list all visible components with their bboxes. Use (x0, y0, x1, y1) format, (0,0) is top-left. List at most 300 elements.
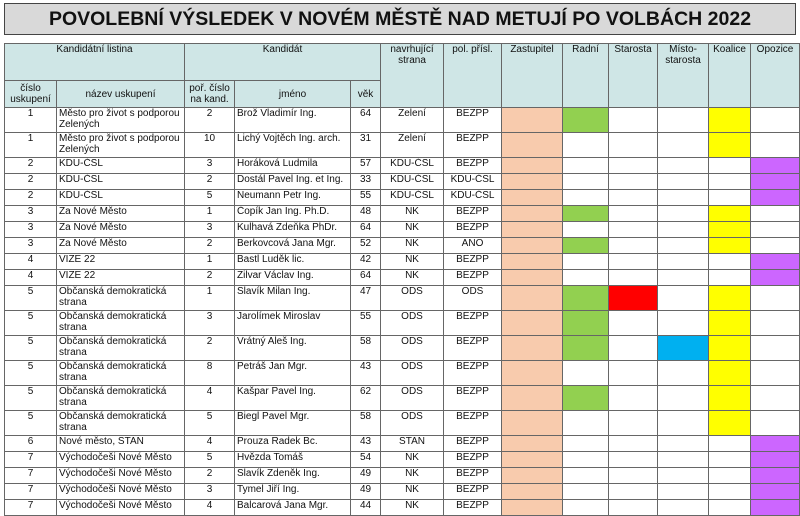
cell-cislo-uskupeni: 7 (5, 452, 57, 468)
cell-opozice (751, 133, 800, 158)
cell-radni (563, 452, 609, 468)
cell-starosta (609, 311, 658, 336)
cell-koalice (709, 174, 751, 190)
cell-nazev-uskupeni: Občanská demokratická strana (57, 411, 185, 436)
cell-mistostarosta (658, 254, 709, 270)
cell-mistostarosta (658, 270, 709, 286)
cell-zastupitel-marked (502, 336, 563, 361)
cell-pol-prisl: BEZPP (444, 452, 502, 468)
cell-zastupitel-marked (502, 270, 563, 286)
cell-navrhujici-strana: Zelení (381, 108, 444, 133)
cell-pol-prisl: BEZPP (444, 468, 502, 484)
cell-nazev-uskupeni: Východočeši Nové Město (57, 452, 185, 468)
cell-jmeno: Horáková Ludmila (235, 158, 351, 174)
cell-koalice-marked (709, 336, 751, 361)
cell-starosta (609, 108, 658, 133)
cell-opozice-marked (751, 254, 800, 270)
header-koalice: Koalice (709, 44, 751, 108)
table-row (5, 386, 800, 411)
cell-cislo-uskupeni: 5 (5, 286, 57, 311)
cell-radni-marked (563, 238, 609, 254)
cell-mistostarosta (658, 133, 709, 158)
cell-pol-prisl: ODS (444, 286, 502, 311)
cell-koalice (709, 254, 751, 270)
table-row (5, 238, 800, 254)
cell-koalice (709, 500, 751, 516)
cell-navrhujici-strana: KDU-ČSL (381, 174, 444, 190)
cell-radni (563, 254, 609, 270)
cell-cislo-uskupeni: 2 (5, 174, 57, 190)
cell-mistostarosta (658, 361, 709, 386)
cell-por-cislo: 5 (185, 411, 235, 436)
cell-jmeno: Petráš Jan Mgr. (235, 361, 351, 386)
cell-navrhujici-strana: STAN (381, 436, 444, 452)
cell-vek: 43 (351, 436, 381, 452)
cell-starosta (609, 386, 658, 411)
cell-mistostarosta (658, 206, 709, 222)
cell-starosta (609, 206, 658, 222)
cell-starosta-marked (609, 286, 658, 311)
cell-opozice (751, 361, 800, 386)
cell-navrhujici-strana: ODS (381, 286, 444, 311)
cell-cislo-uskupeni: 4 (5, 254, 57, 270)
cell-opozice-marked (751, 158, 800, 174)
cell-starosta (609, 174, 658, 190)
header-radni: Radní (563, 44, 609, 108)
cell-mistostarosta (658, 158, 709, 174)
cell-opozice-marked (751, 436, 800, 452)
cell-jmeno: Hvězda Tomáš (235, 452, 351, 468)
cell-mistostarosta (658, 222, 709, 238)
cell-starosta (609, 484, 658, 500)
table-row (5, 206, 800, 222)
cell-vek: 57 (351, 158, 381, 174)
cell-nazev-uskupeni: KDU-ČSL (57, 174, 185, 190)
cell-nazev-uskupeni: Občanská demokratická strana (57, 386, 185, 411)
cell-opozice (751, 286, 800, 311)
cell-mistostarosta (658, 174, 709, 190)
cell-por-cislo: 4 (185, 386, 235, 411)
cell-cislo-uskupeni: 1 (5, 108, 57, 133)
cell-cislo-uskupeni: 2 (5, 158, 57, 174)
cell-starosta (609, 254, 658, 270)
cell-pol-prisl: BEZPP (444, 158, 502, 174)
cell-por-cislo: 2 (185, 468, 235, 484)
cell-mistostarosta (658, 311, 709, 336)
cell-starosta (609, 158, 658, 174)
cell-koalice-marked (709, 286, 751, 311)
cell-starosta (609, 468, 658, 484)
cell-zastupitel-marked (502, 206, 563, 222)
cell-radni (563, 468, 609, 484)
cell-jmeno: Berkovcová Jana Mgr. (235, 238, 351, 254)
table-row (5, 361, 800, 386)
cell-radni (563, 174, 609, 190)
table-row (5, 133, 800, 158)
cell-vek: 49 (351, 484, 381, 500)
cell-navrhujici-strana: ODS (381, 386, 444, 411)
cell-zastupitel-marked (502, 190, 563, 206)
cell-radni-marked (563, 386, 609, 411)
cell-jmeno: Slavík Milan Ing. (235, 286, 351, 311)
cell-vek: 58 (351, 336, 381, 361)
cell-navrhujici-strana: KDU-ČSL (381, 158, 444, 174)
cell-pol-prisl: BEZPP (444, 336, 502, 361)
cell-koalice-marked (709, 133, 751, 158)
cell-starosta (609, 336, 658, 361)
cell-radni-marked (563, 206, 609, 222)
cell-vek: 54 (351, 452, 381, 468)
cell-navrhujici-strana: NK (381, 254, 444, 270)
cell-opozice (751, 222, 800, 238)
cell-mistostarosta (658, 452, 709, 468)
cell-cislo-uskupeni: 3 (5, 238, 57, 254)
cell-cislo-uskupeni: 5 (5, 361, 57, 386)
cell-nazev-uskupeni: Za Nové Město (57, 206, 185, 222)
cell-pol-prisl: BEZPP (444, 254, 502, 270)
table-row (5, 174, 800, 190)
header-kandidatni-listina: Kandidátní listina (5, 44, 185, 81)
cell-radni (563, 411, 609, 436)
cell-nazev-uskupeni: VIZE 22 (57, 254, 185, 270)
cell-navrhujici-strana: NK (381, 452, 444, 468)
cell-radni-marked (563, 336, 609, 361)
cell-nazev-uskupeni: KDU-ČSL (57, 190, 185, 206)
cell-navrhujici-strana: Zelení (381, 133, 444, 158)
cell-zastupitel-marked (502, 311, 563, 336)
cell-por-cislo: 2 (185, 270, 235, 286)
cell-koalice (709, 158, 751, 174)
cell-jmeno: Biegl Pavel Mgr. (235, 411, 351, 436)
cell-radni (563, 484, 609, 500)
cell-starosta (609, 361, 658, 386)
cell-nazev-uskupeni: Východočeši Nové Město (57, 500, 185, 516)
cell-mistostarosta (658, 436, 709, 452)
table-row (5, 158, 800, 174)
cell-starosta (609, 436, 658, 452)
cell-zastupitel-marked (502, 133, 563, 158)
cell-starosta (609, 270, 658, 286)
cell-zastupitel-marked (502, 254, 563, 270)
table-row (5, 468, 800, 484)
cell-nazev-uskupeni: Občanská demokratická strana (57, 311, 185, 336)
cell-mistostarosta (658, 484, 709, 500)
cell-pol-prisl: BEZPP (444, 411, 502, 436)
cell-koalice (709, 452, 751, 468)
cell-koalice (709, 190, 751, 206)
cell-vek: 58 (351, 411, 381, 436)
header-pol-prisl: pol. přísl. (444, 44, 502, 108)
header-por-cislo: poř. číslo na kand. (185, 81, 235, 108)
cell-zastupitel-marked (502, 468, 563, 484)
cell-navrhujici-strana: ODS (381, 311, 444, 336)
cell-pol-prisl: BEZPP (444, 484, 502, 500)
page-title: POVOLEBNÍ VÝSLEDEK V NOVÉM MĚSTĚ NAD METUJÍ PO VOLBÁCH 2022 (4, 3, 796, 35)
cell-opozice-marked (751, 190, 800, 206)
cell-opozice-marked (751, 468, 800, 484)
header-jmeno: jméno (235, 81, 351, 108)
cell-koalice-marked (709, 222, 751, 238)
table-row (5, 436, 800, 452)
cell-jmeno: Jarolímek Miroslav (235, 311, 351, 336)
table-row (5, 311, 800, 336)
cell-starosta (609, 133, 658, 158)
cell-mistostarosta (658, 468, 709, 484)
cell-jmeno: Balcarová Jana Mgr. (235, 500, 351, 516)
cell-vek: 62 (351, 386, 381, 411)
header-mistostarosta: Místo-starosta (658, 44, 709, 108)
cell-opozice (751, 386, 800, 411)
cell-koalice-marked (709, 238, 751, 254)
table-row (5, 190, 800, 206)
cell-nazev-uskupeni: VIZE 22 (57, 270, 185, 286)
table-row (5, 254, 800, 270)
cell-zastupitel-marked (502, 386, 563, 411)
cell-por-cislo: 1 (185, 254, 235, 270)
cell-pol-prisl: KDU-ČSL (444, 174, 502, 190)
cell-navrhujici-strana: ODS (381, 336, 444, 361)
cell-cislo-uskupeni: 6 (5, 436, 57, 452)
cell-jmeno: Slavík Zdeněk Ing. (235, 468, 351, 484)
cell-starosta (609, 190, 658, 206)
cell-starosta (609, 500, 658, 516)
cell-radni-marked (563, 311, 609, 336)
cell-koalice-marked (709, 311, 751, 336)
cell-pol-prisl: BEZPP (444, 386, 502, 411)
cell-vek: 64 (351, 108, 381, 133)
cell-starosta (609, 411, 658, 436)
cell-navrhujici-strana: NK (381, 222, 444, 238)
cell-radni-marked (563, 108, 609, 133)
cell-vek: 64 (351, 270, 381, 286)
cell-navrhujici-strana: NK (381, 468, 444, 484)
cell-por-cislo: 3 (185, 222, 235, 238)
cell-mistostarosta (658, 411, 709, 436)
cell-opozice (751, 336, 800, 361)
cell-nazev-uskupeni: Nové město, STAN (57, 436, 185, 452)
table-row (5, 484, 800, 500)
cell-por-cislo: 10 (185, 133, 235, 158)
cell-vek: 49 (351, 468, 381, 484)
cell-pol-prisl: BEZPP (444, 222, 502, 238)
cell-pol-prisl: BEZPP (444, 436, 502, 452)
cell-por-cislo: 5 (185, 190, 235, 206)
cell-mistostarosta (658, 108, 709, 133)
cell-vek: 64 (351, 222, 381, 238)
cell-cislo-uskupeni: 5 (5, 411, 57, 436)
cell-koalice (709, 436, 751, 452)
cell-opozice-marked (751, 500, 800, 516)
cell-por-cislo: 8 (185, 361, 235, 386)
cell-cislo-uskupeni: 4 (5, 270, 57, 286)
cell-opozice-marked (751, 452, 800, 468)
cell-por-cislo: 5 (185, 452, 235, 468)
table-row (5, 336, 800, 361)
cell-opozice (751, 206, 800, 222)
cell-radni (563, 190, 609, 206)
cell-pol-prisl: KDU-ČSL (444, 190, 502, 206)
cell-opozice (751, 311, 800, 336)
header-opozice: Opozice (751, 44, 800, 108)
cell-koalice-marked (709, 361, 751, 386)
cell-cislo-uskupeni: 5 (5, 336, 57, 361)
cell-jmeno: Prouza Radek Bc. (235, 436, 351, 452)
cell-navrhujici-strana: ODS (381, 411, 444, 436)
header-nazev-uskupeni: název uskupení (57, 81, 185, 108)
cell-pol-prisl: BEZPP (444, 311, 502, 336)
cell-zastupitel-marked (502, 452, 563, 468)
cell-por-cislo: 4 (185, 500, 235, 516)
cell-pol-prisl: BEZPP (444, 270, 502, 286)
cell-koalice (709, 270, 751, 286)
cell-jmeno: Vrátný Aleš Ing. (235, 336, 351, 361)
cell-por-cislo: 3 (185, 484, 235, 500)
cell-zastupitel-marked (502, 158, 563, 174)
header-kandidat: Kandidát (185, 44, 381, 81)
cell-vek: 52 (351, 238, 381, 254)
cell-vek: 55 (351, 190, 381, 206)
table-row (5, 108, 800, 133)
cell-cislo-uskupeni: 3 (5, 222, 57, 238)
cell-mistostarosta (658, 286, 709, 311)
cell-starosta (609, 238, 658, 254)
header-cislo-uskupeni: číslo uskupení (5, 81, 57, 108)
cell-por-cislo: 3 (185, 311, 235, 336)
cell-opozice-marked (751, 270, 800, 286)
cell-mistostarosta (658, 500, 709, 516)
cell-starosta (609, 452, 658, 468)
cell-radni (563, 361, 609, 386)
cell-por-cislo: 3 (185, 158, 235, 174)
header-vek: věk (351, 81, 381, 108)
cell-pol-prisl: BEZPP (444, 133, 502, 158)
cell-por-cislo: 2 (185, 174, 235, 190)
cell-koalice-marked (709, 108, 751, 133)
cell-radni-marked (563, 286, 609, 311)
cell-pol-prisl: BEZPP (444, 206, 502, 222)
cell-mistostarosta (658, 238, 709, 254)
cell-pol-prisl: BEZPP (444, 361, 502, 386)
cell-zastupitel-marked (502, 484, 563, 500)
cell-zastupitel-marked (502, 436, 563, 452)
cell-koalice (709, 484, 751, 500)
cell-koalice-marked (709, 411, 751, 436)
cell-nazev-uskupeni: Východočeši Nové Město (57, 468, 185, 484)
cell-vek: 55 (351, 311, 381, 336)
table-row (5, 270, 800, 286)
cell-cislo-uskupeni: 5 (5, 386, 57, 411)
cell-opozice (751, 238, 800, 254)
cell-radni (563, 133, 609, 158)
cell-mistostarosta (658, 190, 709, 206)
cell-navrhujici-strana: KDU-ČSL (381, 190, 444, 206)
cell-jmeno: Lichý Vojtěch Ing. arch. (235, 133, 351, 158)
cell-nazev-uskupeni: Město pro život s podporou Zelených (57, 108, 185, 133)
cell-por-cislo: 1 (185, 286, 235, 311)
cell-radni (563, 436, 609, 452)
cell-zastupitel-marked (502, 238, 563, 254)
cell-zastupitel-marked (502, 361, 563, 386)
cell-por-cislo: 2 (185, 238, 235, 254)
cell-vek: 48 (351, 206, 381, 222)
cell-jmeno: Zilvar Václav Ing. (235, 270, 351, 286)
cell-vek: 43 (351, 361, 381, 386)
cell-nazev-uskupeni: Východočeši Nové Město (57, 484, 185, 500)
cell-vek: 47 (351, 286, 381, 311)
cell-opozice-marked (751, 174, 800, 190)
table-row (5, 452, 800, 468)
table-row (5, 411, 800, 436)
cell-cislo-uskupeni: 5 (5, 311, 57, 336)
cell-cislo-uskupeni: 7 (5, 500, 57, 516)
cell-zastupitel-marked (502, 411, 563, 436)
results-table (4, 43, 800, 516)
cell-por-cislo: 2 (185, 336, 235, 361)
cell-navrhujici-strana: NK (381, 238, 444, 254)
cell-jmeno: Tymel Jiří Ing. (235, 484, 351, 500)
cell-mistostarosta (658, 386, 709, 411)
cell-radni (563, 222, 609, 238)
cell-nazev-uskupeni: Občanská demokratická strana (57, 361, 185, 386)
cell-cislo-uskupeni: 1 (5, 133, 57, 158)
cell-navrhujici-strana: NK (381, 500, 444, 516)
cell-nazev-uskupeni: KDU-ČSL (57, 158, 185, 174)
cell-nazev-uskupeni: Za Nové Město (57, 222, 185, 238)
cell-jmeno: Kulhavá Zdeňka PhDr. (235, 222, 351, 238)
cell-zastupitel-marked (502, 108, 563, 133)
cell-zastupitel-marked (502, 222, 563, 238)
cell-radni (563, 270, 609, 286)
cell-vek: 44 (351, 500, 381, 516)
cell-navrhujici-strana: ODS (381, 361, 444, 386)
cell-cislo-uskupeni: 7 (5, 484, 57, 500)
cell-opozice (751, 108, 800, 133)
cell-radni (563, 500, 609, 516)
table-row (5, 222, 800, 238)
cell-por-cislo: 2 (185, 108, 235, 133)
cell-zastupitel-marked (502, 174, 563, 190)
header-zastupitel: Zastupitel (502, 44, 563, 108)
cell-mistostarosta-marked (658, 336, 709, 361)
cell-cislo-uskupeni: 7 (5, 468, 57, 484)
cell-navrhujici-strana: NK (381, 484, 444, 500)
cell-jmeno: Dostál Pavel Ing. et Ing. (235, 174, 351, 190)
table-row (5, 500, 800, 516)
cell-vek: 31 (351, 133, 381, 158)
cell-vek: 42 (351, 254, 381, 270)
cell-nazev-uskupeni: Za Nové Město (57, 238, 185, 254)
cell-navrhujici-strana: NK (381, 206, 444, 222)
cell-jmeno: Neumann Petr Ing. (235, 190, 351, 206)
cell-cislo-uskupeni: 3 (5, 206, 57, 222)
cell-zastupitel-marked (502, 286, 563, 311)
header-starosta: Starosta (609, 44, 658, 108)
cell-jmeno: Brož Vladimír Ing. (235, 108, 351, 133)
cell-pol-prisl: BEZPP (444, 500, 502, 516)
cell-navrhujici-strana: NK (381, 270, 444, 286)
cell-nazev-uskupeni: Občanská demokratická strana (57, 286, 185, 311)
cell-jmeno: Kašpar Pavel Ing. (235, 386, 351, 411)
cell-por-cislo: 1 (185, 206, 235, 222)
cell-jmeno: Bastl Luděk lic. (235, 254, 351, 270)
cell-zastupitel-marked (502, 500, 563, 516)
table-row (5, 286, 800, 311)
header-navrhujici-strana: navrhující strana (381, 44, 444, 108)
cell-starosta (609, 222, 658, 238)
cell-koalice-marked (709, 206, 751, 222)
cell-jmeno: Čopík Jan Ing. Ph.D. (235, 206, 351, 222)
cell-opozice-marked (751, 484, 800, 500)
